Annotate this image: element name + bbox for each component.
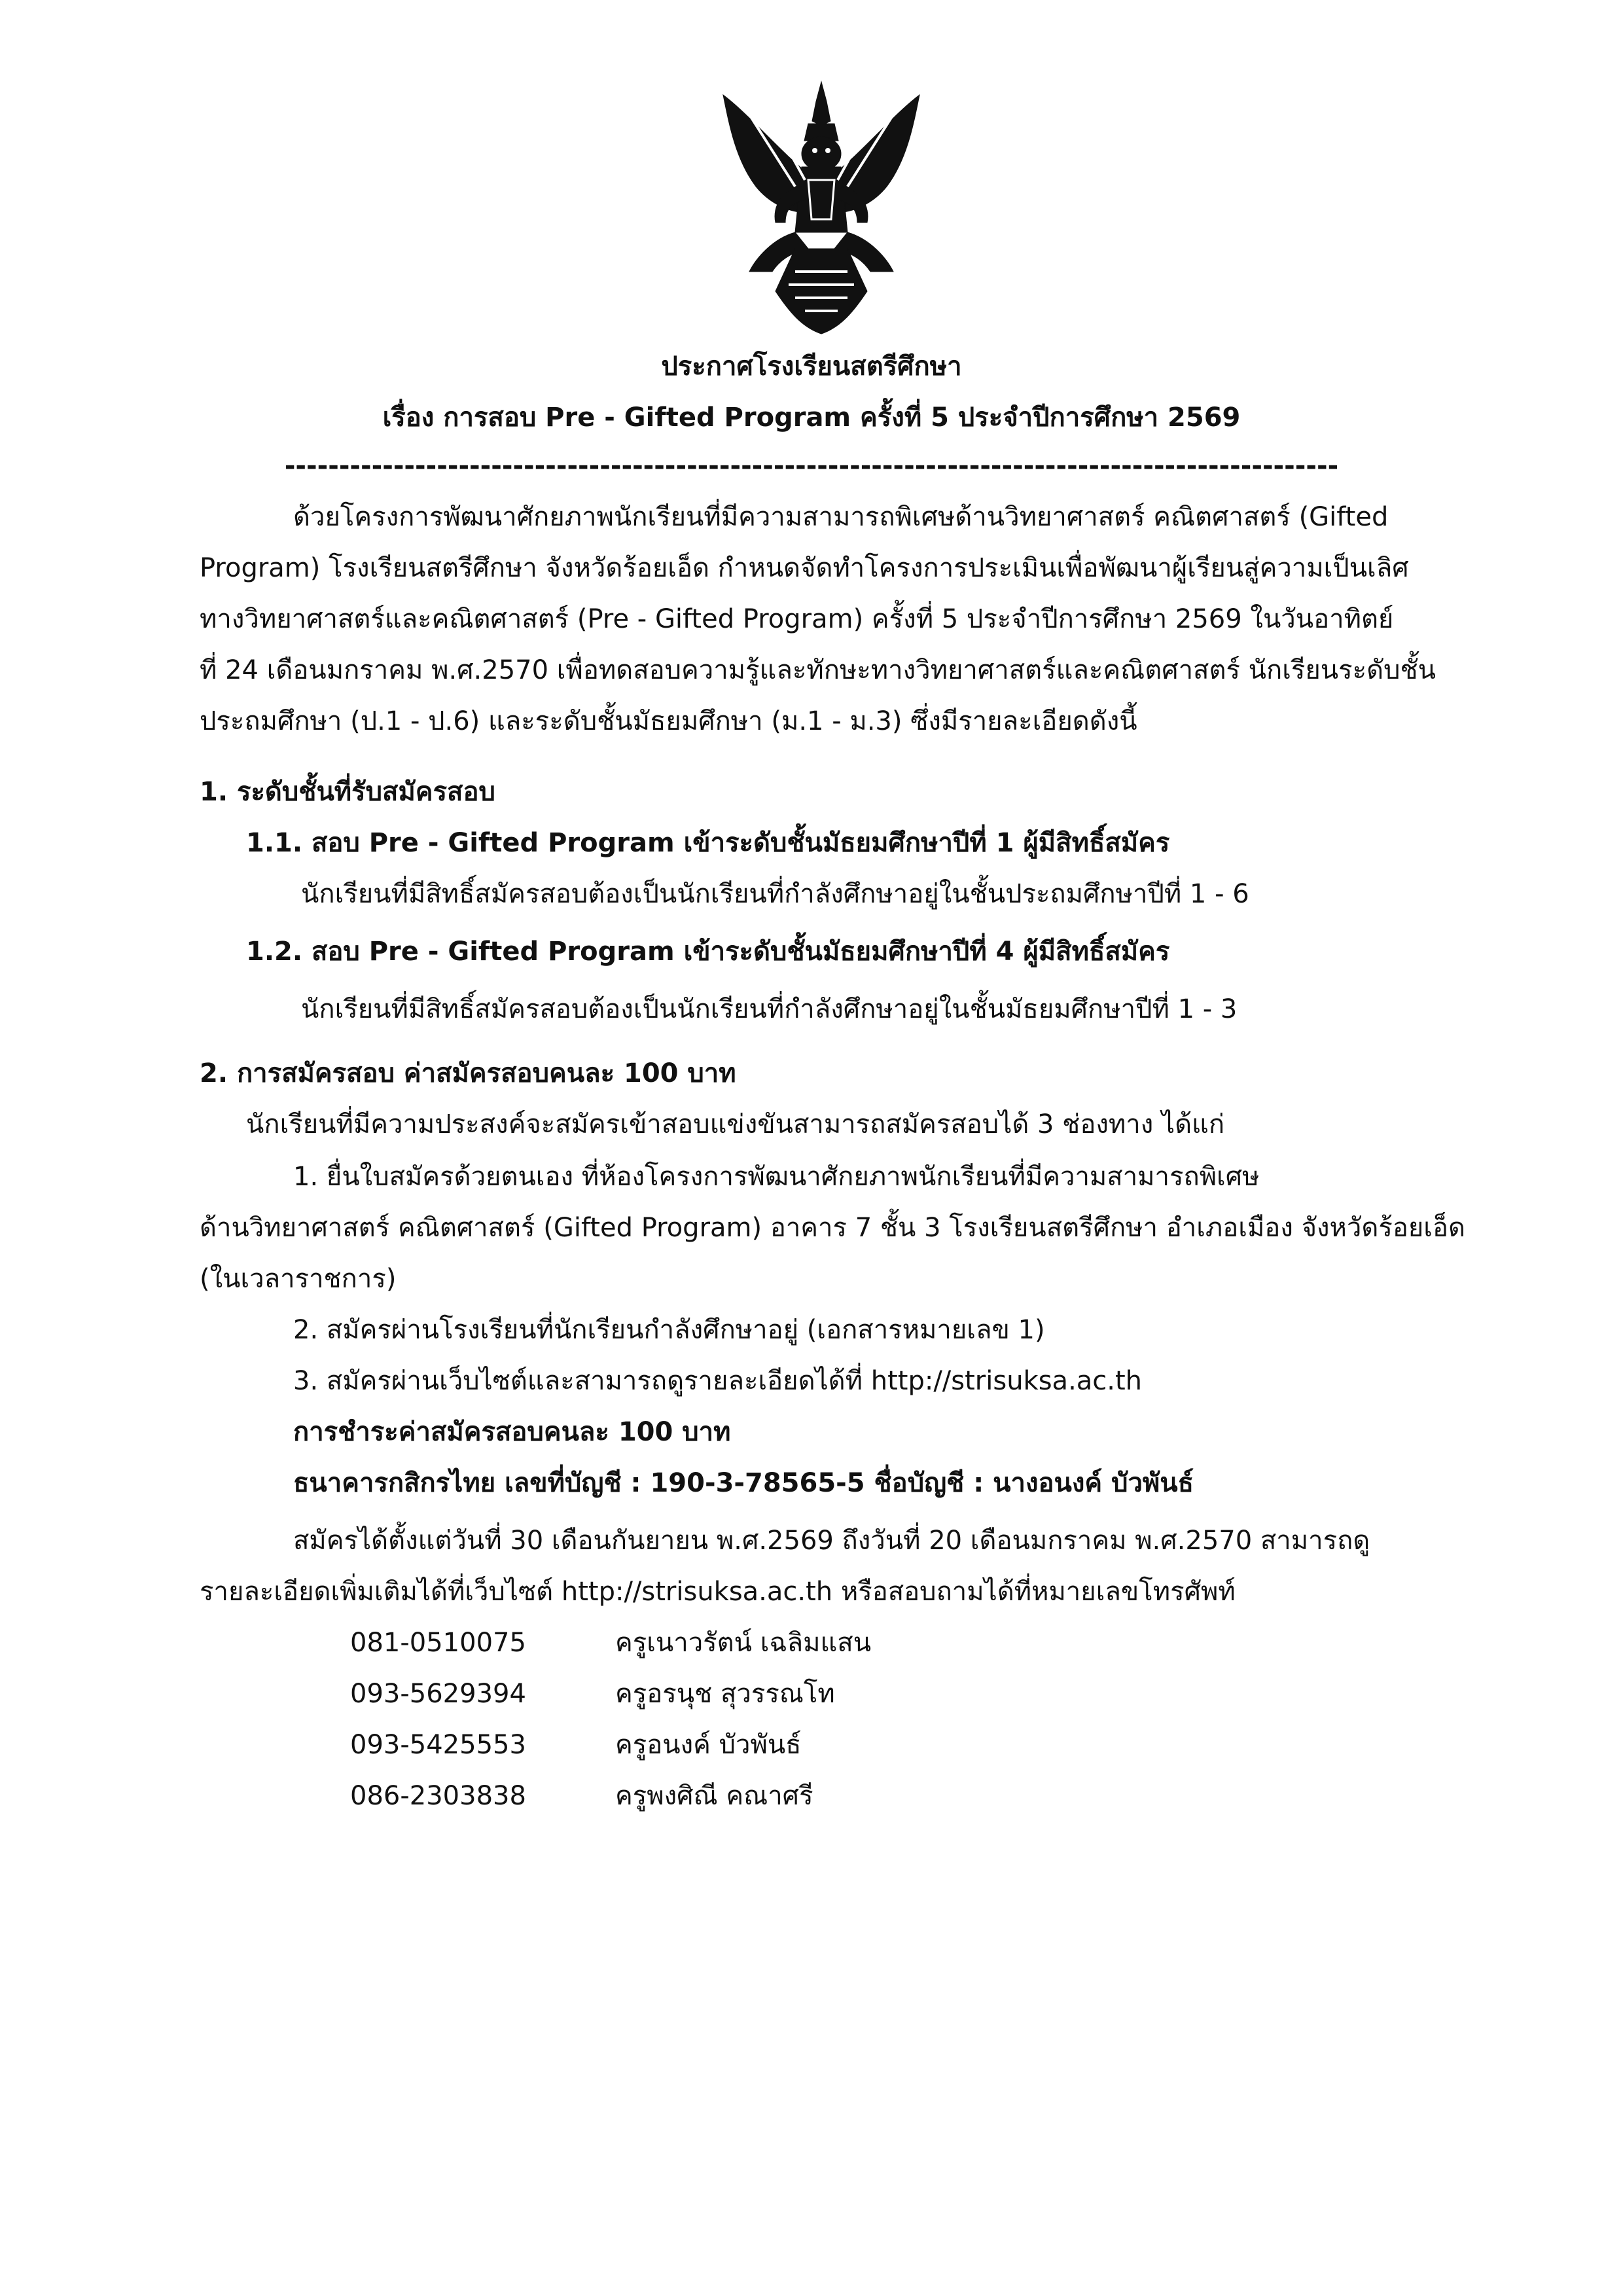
section-1-2-text: นักเรียนที่มีสิทธิ์สมัครสอบต้องเป็นนักเรียนที่กำลังศึกษาอยู่ในชั้นมัธยมศึกษาปีที่ 1 - 3: [301, 994, 1238, 1024]
contact-name: ครูเนาวรัตน์ เฉลิมแสน: [615, 1628, 872, 1658]
section-1-heading: 1. ระดับชั้นที่รับสมัครสอบ: [200, 777, 495, 807]
channel-1-line: 1. ยื่นใบสมัครด้วยตนเอง ที่ห้องโครงการพัฒนาศักยภาพนักเรียนที่มีความสามารถพิเศษ: [293, 1162, 1260, 1192]
garuda-emblem-icon: [710, 75, 933, 337]
contact-phone: 081-0510075: [350, 1628, 526, 1658]
closing-line: รายละเอียดเพิ่มเติมได้ที่เว็บไซต์ http://strisuksa.ac.th หรือสอบถามได้ที่หมายเลขโทรศัพท์: [200, 1577, 1236, 1607]
intro-line: ที่ 24 เดือนมกราคม พ.ศ.2570 เพื่อทดสอบความรู้และทักษะทางวิทยาศาสตร์และคณิตศาสตร์ นักเรียนระดับชั้น: [200, 655, 1436, 685]
channel-1-line: ด้านวิทยาศาสตร์ คณิตศาสตร์ (Gifted Program) อาคาร 7 ชั้น 3 โรงเรียนสตรีศึกษา อำเภอเมือง จังหวัดร้อยเอ็ด: [200, 1213, 1465, 1243]
closing-line: สมัครได้ตั้งแต่วันที่ 30 เดือนกันยายน พ.ศ.2569 ถึงวันที่ 20 เดือนมกราคม พ.ศ.2570 สามารถดู: [293, 1526, 1370, 1556]
contact-phone: 093-5629394: [350, 1679, 526, 1709]
channel-2: 2. สมัครผ่านโรงเรียนที่นักเรียนกำลังศึกษาอยู่ (เอกสารหมายเลข 1): [293, 1315, 1045, 1345]
contact-phone: 086-2303838: [350, 1781, 526, 1811]
section-1-2-heading: 1.2. สอบ Pre - Gifted Program เข้าระดับชั้นมัธยมศึกษาปีที่ 4 ผู้มีสิทธิ์สมัคร: [246, 937, 1170, 967]
bank-account: ธนาคารกสิกรไทย เลขที่บัญชี : 190-3-78565-5 ชื่อบัญชี : นางอนงค์ บัวพันธ์: [293, 1468, 1194, 1498]
contact-name: ครูอรนุช สุวรรณโท: [615, 1679, 835, 1709]
channel-3: 3. สมัครผ่านเว็บไซต์และสามารถดูรายละเอียดได้ที่ http://strisuksa.ac.th: [293, 1366, 1143, 1396]
intro-line: ด้วยโครงการพัฒนาศักยภาพนักเรียนที่มีความสามารถพิเศษด้านวิทยาศาสตร์ คณิตศาสตร์ (Gifted: [293, 502, 1389, 532]
intro-line: Program) โรงเรียนสตรีศึกษา จังหวัดร้อยเอ็ด กำหนดจัดทำโครงการประเมินเพื่อพัฒนาผู้เรียนสู่ความเป็นเลิศ: [200, 553, 1409, 583]
section-1-1-text: นักเรียนที่มีสิทธิ์สมัครสอบต้องเป็นนักเรียนที่กำลังศึกษาอยู่ในชั้นประถมศึกษาปีที่ 1 - 6: [301, 879, 1249, 909]
title-rule: -------------------------------------------------------------------------------------------------: [284, 451, 1339, 473]
section-1-1-heading: 1.1. สอบ Pre - Gifted Program เข้าระดับชั้นมัธยมศึกษาปีที่ 1 ผู้มีสิทธิ์สมัคร: [246, 828, 1170, 858]
payment-heading: การชำระค่าสมัครสอบคนละ 100 บาท: [293, 1417, 731, 1447]
intro-line: ทางวิทยาศาสตร์และคณิตศาสตร์ (Pre - Gifted Program) ครั้งที่ 5 ประจำปีการศึกษา 2569 ในวันอาทิตย์: [200, 604, 1394, 634]
announcement-subject: เรื่อง การสอบ Pre - Gifted Program ครั้งที่ 5 ประจำปีการศึกษา 2569: [382, 403, 1241, 433]
section-2-intro: นักเรียนที่มีความประสงค์จะสมัครเข้าสอบแข่งขันสามารถสมัครสอบได้ 3 ช่องทาง ได้แก่: [246, 1109, 1225, 1139]
intro-line: ประถมศึกษา (ป.1 - ป.6) และระดับชั้นมัธยมศึกษา (ม.1 - ม.3) ซึ่งมีรายละเอียดดังนี้: [200, 706, 1137, 736]
contact-name: ครูพงศิณี คณาศรี: [615, 1781, 813, 1811]
announcement-title: ประกาศโรงเรียนสตรีศึกษา: [661, 351, 962, 382]
channel-1-line: (ในเวลาราชการ): [200, 1264, 397, 1294]
section-2-heading: 2. การสมัครสอบ ค่าสมัครสอบคนละ 100 บาท: [200, 1058, 736, 1088]
contact-phone: 093-5425553: [350, 1730, 526, 1760]
contact-name: ครูอนงค์ บัวพันธ์: [615, 1730, 802, 1760]
